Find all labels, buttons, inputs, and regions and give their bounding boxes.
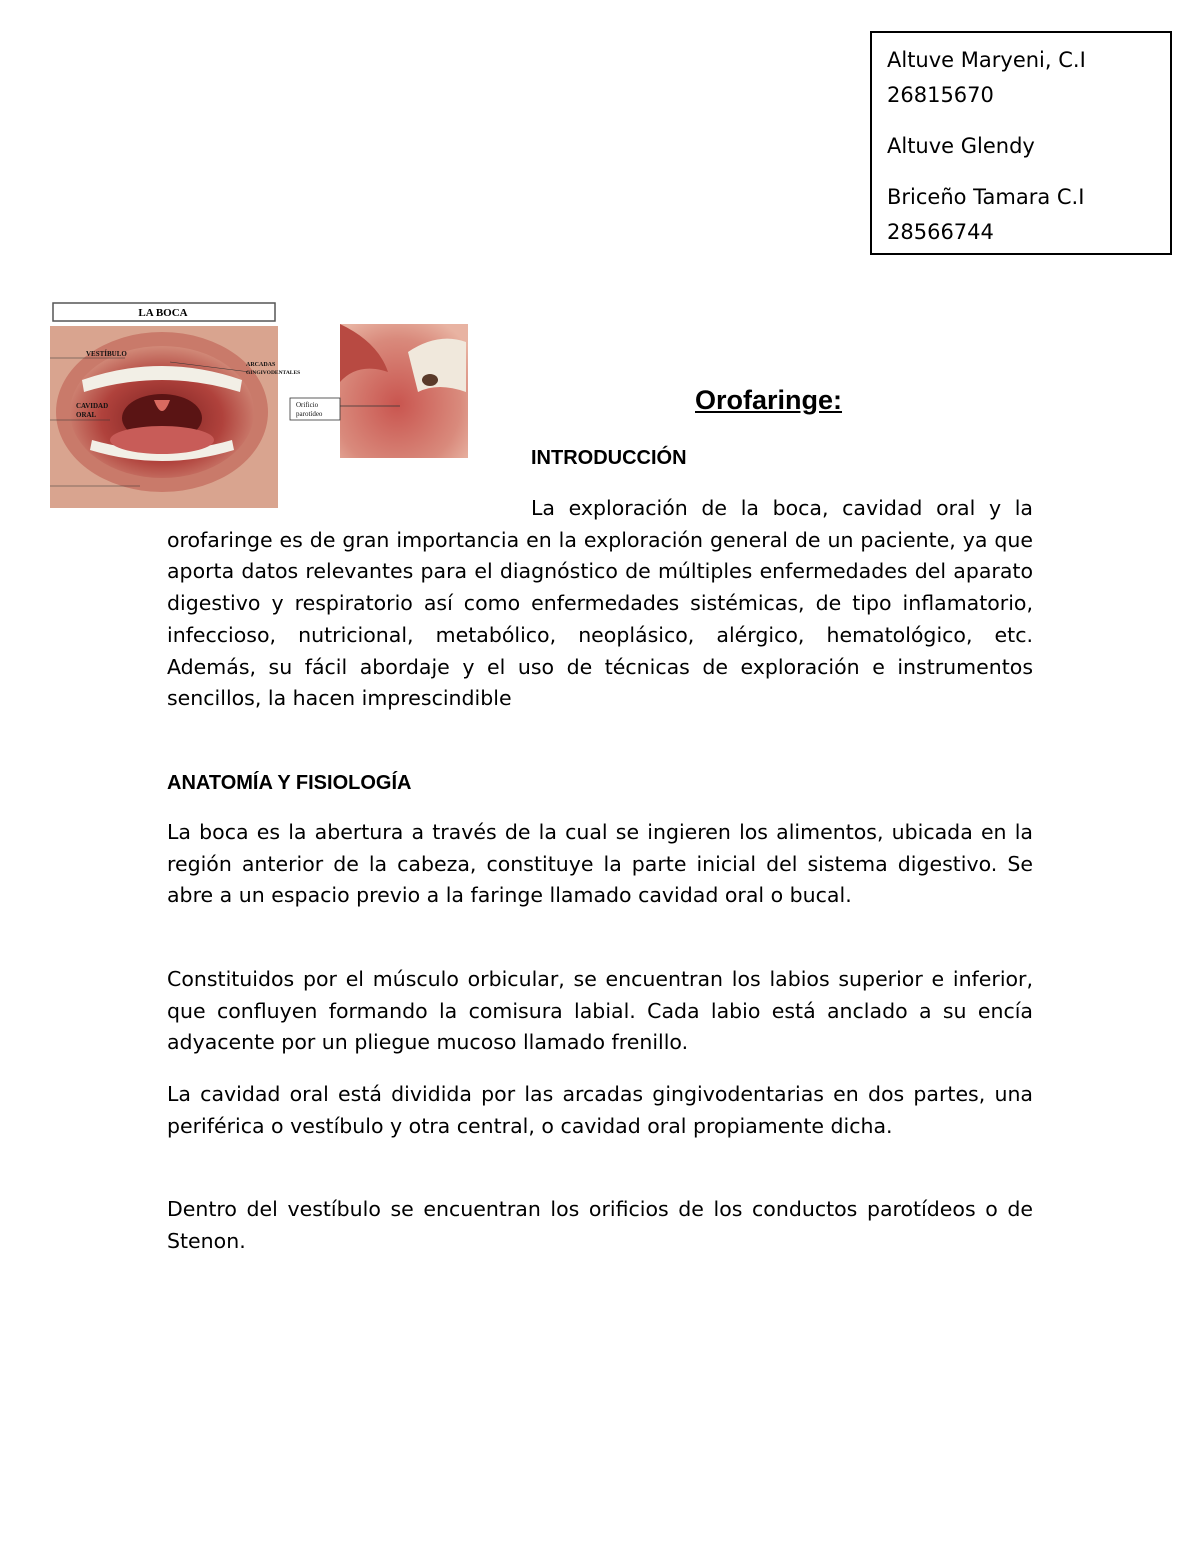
author-line-1: Altuve Maryeni, C.I 26815670	[887, 48, 1086, 107]
label-oral: ORAL	[76, 411, 97, 419]
author-line-3: Briceño Tamara C.I 28566744	[887, 185, 1085, 244]
paragraph-vestibulo: Dentro del vestíbulo se encuentran los orificios de los conductos parotídeos o de Stenon.	[167, 1197, 1033, 1253]
intro-paragraph: La exploración de la boca, cavidad oral y la orofaringe es de gran importancia en la exploración general de un paciente, ya que aporta datos relevantes para el diagnóstico de múltiples enfermedades del aparato digestivo y respiratorio así como enfermedades sistémicas, de tipo inflamatorio, infeccioso, nutricional, metabólico, neoplásico, alérgico, hematológico, etc. Además, su fácil abordaje y el uso de técnicas de exploración e instrumentos sencillos, la hacen imprescindible	[167, 496, 1033, 711]
intro-heading: INTRODUCCIÓN	[531, 447, 687, 469]
author-box	[870, 31, 1172, 255]
label-gingivodentales: GINGIVODENTALES	[246, 370, 301, 376]
anatomy-heading: ANATOMÍA Y FISIOLOGÍA	[167, 772, 412, 794]
label-orificio: Orificio	[296, 401, 319, 409]
paragraph-cavidad-oral: La cavidad oral está dividida por las arcadas gingivodentarias en dos partes, una periférica o vestíbulo y otra central, o cavidad oral propiamente dicha.	[167, 1082, 1033, 1138]
paragraph-boca: La boca es la abertura a través de la cual se ingieren los alimentos, ubicada en la región anterior de la cabeza, constituye la parte inicial del sistema digestivo. Se abre a un espacio previo a la faringe llamado cavidad oral o bucal.	[167, 820, 1033, 908]
cheek-mucosa-image	[288, 322, 470, 460]
figure-title: LA BOCA	[138, 307, 188, 319]
page-title: Orofaringe:	[695, 385, 843, 415]
label-arcadas: ARCADAS	[246, 362, 276, 368]
mouth-anatomy-image	[50, 300, 301, 508]
label-cavidad: CAVIDAD	[76, 402, 109, 410]
paragraph-labios: Constituidos por el músculo orbicular, se encuentran los labios superior e inferior, que confluyen formando la comisura labial. Cada labio está anclado a su encía adyacente por un pliegue mucoso llamado frenillo.	[167, 967, 1033, 1055]
author-line-2: Altuve Glendy	[887, 134, 1035, 158]
label-vestibulo: VESTÍBULO	[86, 350, 127, 358]
label-parotideo: parotídeo	[296, 410, 323, 418]
